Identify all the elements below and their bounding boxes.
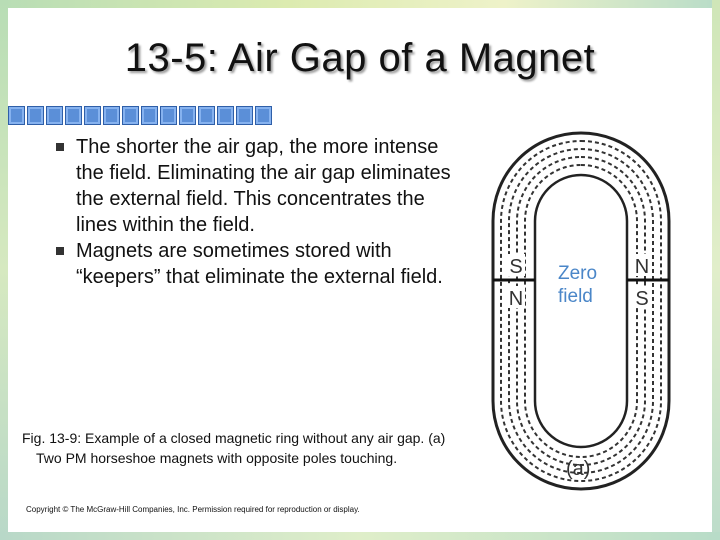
figure-part-label: (a): [566, 458, 591, 480]
frame-right: [712, 0, 720, 540]
figure-caption: Fig. 13-9: Example of a closed magnetic ring without any air gap. (a) Two PM horseshoe magnets with opposite poles touching.: [22, 430, 446, 466]
left-top-pole-label: S: [509, 256, 523, 278]
zero-field-label-line2: field: [558, 286, 593, 307]
bullet-text: Magnets are sometimes stored with “keepers” that eliminate the external field.: [76, 240, 443, 288]
right-top-pole-label: N: [634, 256, 650, 278]
bullet-item: [56, 238, 456, 290]
decor-square: [122, 106, 139, 125]
decor-square: [179, 106, 196, 125]
bullet-item: [56, 134, 456, 238]
decor-square: [160, 106, 177, 125]
decor-square: [46, 106, 63, 125]
slide-title: 13-5: Air Gap of a Magnet: [124, 36, 596, 80]
frame-bottom: [0, 532, 720, 540]
decor-square: [255, 106, 272, 125]
frame-left: [0, 0, 8, 540]
decor-square: [217, 106, 234, 125]
decor-square: [141, 106, 158, 125]
decor-square: [103, 106, 120, 125]
bullet-square-icon: [56, 143, 64, 151]
bullet-text: The shorter the air gap, the more intense the field. Eliminating the air gap eliminates the external field. This concentrates the lines within the field.: [76, 136, 451, 236]
decor-square: [236, 106, 253, 125]
decor-square: [84, 106, 101, 125]
decorative-square-row: [8, 106, 272, 125]
bullet-list: [56, 134, 456, 290]
decor-square: [65, 106, 82, 125]
zero-field-label-line1: Zero: [558, 263, 598, 284]
bullet-square-icon: [56, 247, 64, 255]
ring-outer-outline: [493, 133, 669, 489]
decor-square: [8, 106, 25, 125]
decor-square: [27, 106, 44, 125]
flux-line: [525, 165, 637, 457]
frame-top: [0, 0, 720, 8]
magnetic-ring-figure: [490, 130, 672, 492]
right-bottom-pole-label: S: [635, 288, 649, 310]
left-bottom-pole-label: N: [508, 288, 524, 310]
decor-square: [198, 106, 215, 125]
copyright-notice: Copyright © The McGraw-Hill Companies, Inc. Permission required for reproduction or display.: [26, 505, 360, 514]
ring-inner-outline: [535, 175, 627, 447]
